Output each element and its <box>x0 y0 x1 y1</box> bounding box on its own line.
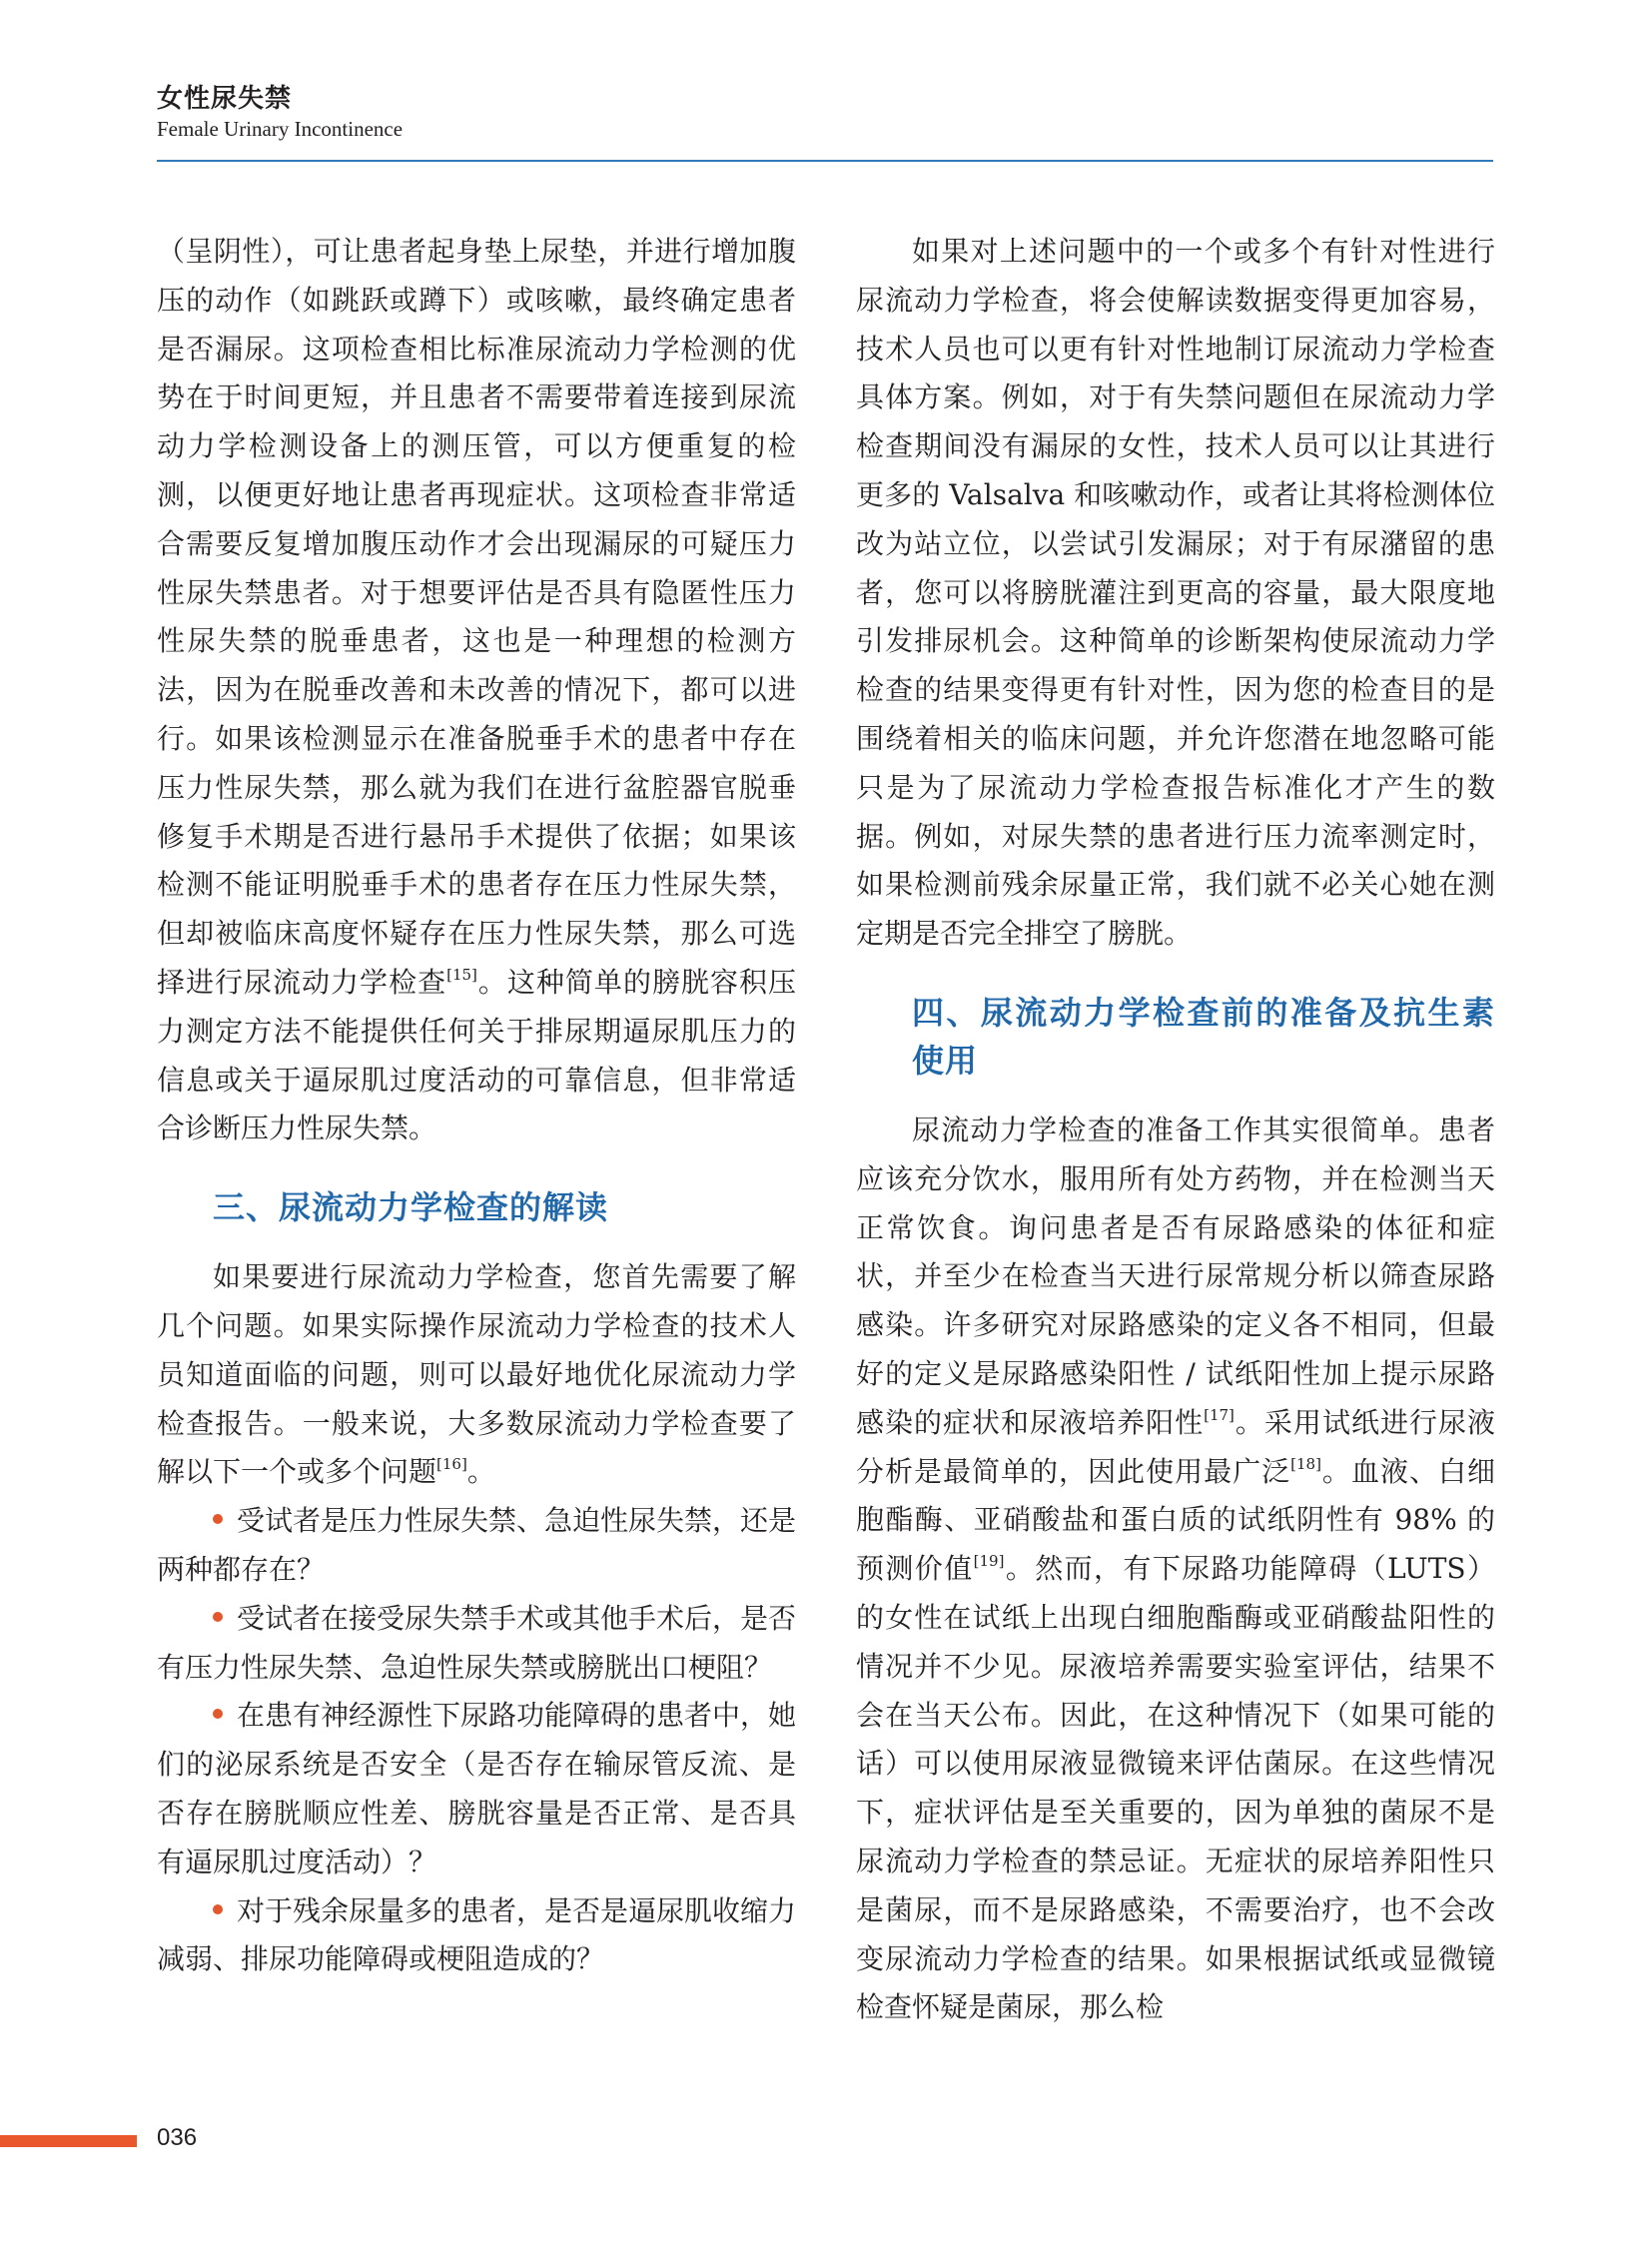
bullet-icon <box>213 1904 223 1914</box>
bullet-icon <box>213 1612 223 1622</box>
list-item-text: 受试者在接受尿失禁手术或其他手术后，是否有压力性尿失禁、急迫性尿失禁或膀胱出口梗阻？ <box>157 1601 797 1684</box>
header-divider <box>157 160 1493 162</box>
list-item <box>157 1595 796 1693</box>
list-item-text: 受试者是压力性尿失禁、急迫性尿失禁，还是两种都存在？ <box>157 1504 797 1586</box>
citation: [18] <box>1290 1454 1321 1473</box>
citation: [15] <box>446 965 477 984</box>
running-header-title: 女性尿失禁 <box>157 84 293 114</box>
paragraph-text: 。 <box>466 1455 495 1489</box>
citation: [17] <box>1204 1405 1235 1424</box>
bullet-icon <box>213 1514 223 1524</box>
paragraph-text: 尿流动力学检查的准备工作其实很简单。患者应该充分饮水，服用所有处方药物，并在检测当天正常饮食。询问患者是否有尿路感染的体征和症状，并至少在检查当天进行尿常规分析以筛查尿路感染。许多研究对尿路感染的定义各不相同，但最好的定义是尿路感染阳性 / 试纸阳性加上提示尿路感染的症状和尿液培养阳性 <box>856 1113 1495 1439</box>
paragraph <box>157 1253 796 1497</box>
bullet-icon <box>213 1709 223 1719</box>
paragraph-text: 如果要进行尿流动力学检查，您首先需要了解几个问题。如果实际操作尿流动力学检查的技术人员知道面临的问题，则可以最好地优化尿流动力学检查报告。一般来说，大多数尿流动力学检查要了解以下一个或多个问题 <box>157 1260 796 1489</box>
paragraph-text: （呈阴性），可让患者起身垫上尿垫，并进行增加腹压的动作（如跳跃或蹲下）或咳嗽，最终确定患者是否漏尿。这项检查相比标准尿流动力学检测的优势在于时间更短，并且患者不需要带着连接到尿流动力学检测设备上的测压管，可以方便重复的检测，以便更好地让患者再现症状。这项检查非常适合需要反复增加腹压动作才会出现漏尿的可疑压力性尿失禁患者。对于想要评估是否具有隐匿性压力性尿失禁的脱垂患者，这也是一种理想的检测方法，因为在脱垂改善和未改善的情况下，都可以进行。如果该检测显示在准备脱垂手术的患者中存在压力性尿失禁，那么就为我们在进行盆腔器官脱垂修复手术期是否进行悬吊手术提供了依据；如果该检测不能证明脱垂手术的患者存在压力性尿失禁，但却被临床高度怀疑存在压力性尿失禁，那么可选择进行尿流动力学检查 <box>157 235 796 999</box>
paragraph <box>856 1107 1495 2032</box>
list-item-text: 对于残余尿量多的患者，是否是逼尿肌收缩力减弱、排尿功能障碍或梗阻造成的？ <box>157 1893 797 1976</box>
paragraph-text: 。采用试纸进行尿液分析是最简单的，因此使用最广泛 <box>856 1405 1495 1488</box>
footer-accent-bar <box>0 2135 137 2147</box>
running-header-subtitle: Female Urinary Incontinence <box>157 117 404 141</box>
citation: [16] <box>436 1455 467 1474</box>
left-column <box>157 228 796 1984</box>
paragraph: 如果对上述问题中的一个或多个有针对性进行尿流动力学检查，将会使解读数据变得更加容易，技术人员也可以更有针对性地制订尿流动力学检查具体方案。例如，对于有失禁问题但在尿流动力学检查期间没有漏尿的女性，技术人员可以让其进行更多的 Valsalva 和咳嗽动作，或者让其将检测体位改为站立位，以尝试引发漏尿；对于有尿潴留的患者，您可以将膀胱灌注到更高的容量，最大限度地引发排尿机会。这种简单的诊断架构使尿流动力学检查的结果变得更有针对性，因为您的检查目的是围绕着相关的临床问题，并允许您潜在地忽略可能只是为了尿流动力学检查报告标准化才产生的数据。例如，对尿失禁的患者进行压力流率测定时，如果检测前残余尿量正常，我们就不必关心她在测定期是否完全排空了膀胱。 <box>856 235 1495 951</box>
paragraph <box>157 228 796 1153</box>
right-column <box>856 228 1495 2032</box>
section-heading: 三、尿流动力学检查的解读 <box>213 1188 609 1227</box>
list-item-text: 在患有神经源性下尿路功能障碍的患者中，她们的泌尿系统是否安全（是否存在输尿管反流、是否存在膀胱顺应性差、膀胱容量是否正常、是否具有逼尿肌过度活动）？ <box>157 1699 797 1878</box>
paragraph-text: 。血液、白细胞酯酶、亚硝酸盐和蛋白质的试纸阴性有 98% 的预测价值 <box>856 1454 1495 1586</box>
list-item <box>157 1692 796 1886</box>
citation: [19] <box>973 1552 1005 1571</box>
list-item <box>157 1497 796 1595</box>
page-number: 036 <box>157 2124 198 2151</box>
paragraph-text: 。这种简单的膀胱容积压力测定方法不能提供任何关于排尿期逼尿肌压力的信息或关于逼尿肌过度活动的可靠信息，但非常适合诊断压力性尿失禁。 <box>157 965 796 1145</box>
list-item <box>157 1887 796 1985</box>
paragraph-text: 。然而，有下尿路功能障碍（LUTS）的女性在试纸上出现白细胞酯酶或亚硝酸盐阳性的情况并不少见。尿液培养需要实验室评估，结果不会在当天公布。因此，在这种情况下（如果可能的话）可以使用尿液显微镜来评估菌尿。在这些情况下，症状评估是至关重要的，因为单独的菌尿不是尿流动力学检查的禁忌证。无症状的尿培养阳性只是菌尿，而不是尿路感染，不需要治疗，也不会改变尿流动力学检查的结果。如果根据试纸或显微镜检查怀疑是菌尿，那么检 <box>856 1552 1495 2024</box>
section-heading: 四、尿流动力学检查前的准备及抗生素使用 <box>912 993 1495 1080</box>
